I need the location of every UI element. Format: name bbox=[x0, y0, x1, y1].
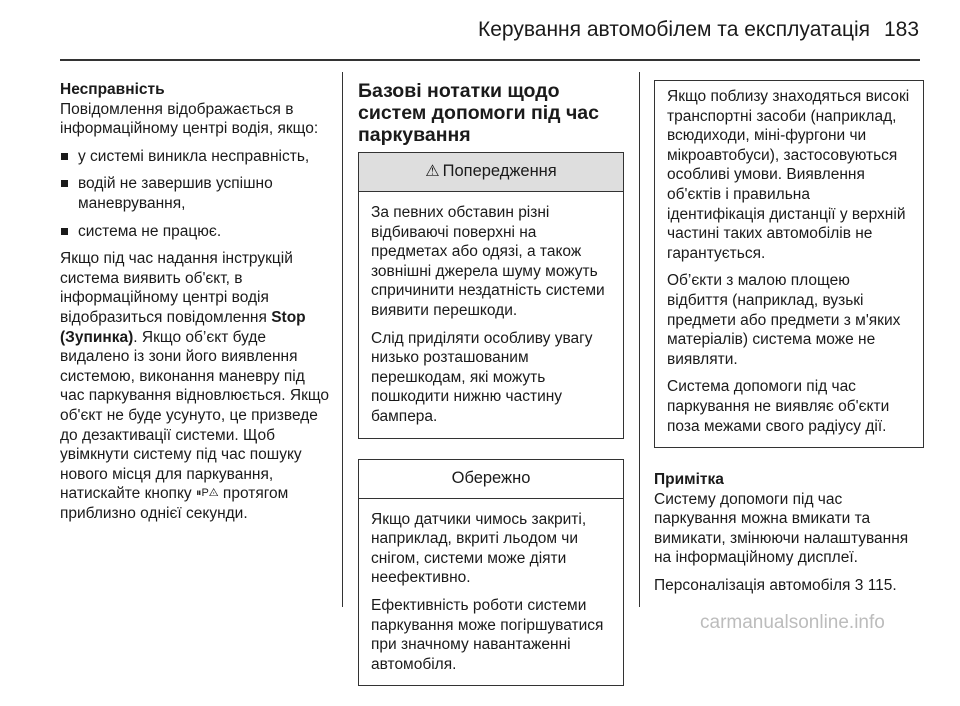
arrow-reference-icon: 3 bbox=[854, 577, 864, 595]
list-item bbox=[60, 147, 332, 167]
header-divider bbox=[60, 59, 920, 61]
paragraph-text: протягом приблизно однієї секунди. bbox=[60, 485, 289, 522]
malfunction-heading: Несправність bbox=[60, 81, 165, 98]
warning-box-body bbox=[359, 192, 623, 438]
warning-box bbox=[358, 152, 624, 439]
section-title: Базові нотатки щодо систем допомоги під час паркування bbox=[358, 80, 599, 146]
column-continued bbox=[654, 80, 924, 604]
caution-paragraph: Система допомоги під час паркування не виявляє об'єкти поза межами свого радіусу дії. bbox=[667, 378, 890, 435]
cross-reference-page: 115. bbox=[867, 577, 897, 595]
paragraph-text: Якщо під час надання інструкцій система виявить об'єкт, в інформаційному центрі водія відобразиться повідомлення bbox=[60, 250, 293, 326]
caution-paragraph: Ефективність роботи системи паркування може погіршуватися при значному навантаженні автомобіля. bbox=[371, 596, 604, 673]
warning-paragraph: За певних обставин різні відбиваючі поверхні на предметах або одязі, а також зовнішні джерела шуму можуть спричинити нездатність системи виявити перешкоди. bbox=[371, 204, 605, 319]
malfunction-intro: Повідомлення відображається в інформаційному центрі водія, якщо: bbox=[60, 100, 319, 138]
column-malfunction bbox=[60, 80, 332, 531]
list-item-text: у системі виникла несправність, bbox=[78, 147, 310, 165]
caution-box-header bbox=[359, 460, 623, 499]
list-item bbox=[60, 222, 332, 242]
page-number: 183 bbox=[884, 18, 920, 41]
caution-box-body bbox=[359, 499, 623, 686]
list-item-text: водій не завершив успішно маневрування, bbox=[78, 175, 273, 212]
bullet-icon bbox=[61, 180, 68, 187]
malfunction-paragraph bbox=[60, 249, 332, 523]
warning-triangle-icon: ⚠ bbox=[425, 163, 440, 181]
note-title: Примітка bbox=[654, 471, 724, 489]
list-item-text: система не працює. bbox=[78, 222, 222, 240]
bullet-icon bbox=[61, 153, 68, 160]
caution-paragraph: Якщо датчики чимось закриті, наприклад, вкриті льодом чи снігом, системи може діяти неефективно. bbox=[371, 510, 587, 587]
warning-box-header bbox=[359, 153, 623, 192]
caution-box-continued bbox=[654, 80, 924, 448]
caution-title: Обережно bbox=[451, 468, 531, 487]
warning-paragraph: Слід приділяти особливу увагу низько розташованим перешкодам, які можуть пошкодити нижню частину бампера. bbox=[371, 329, 593, 425]
caution-paragraph: Об’єкти з малою площею відбиття (наприклад, вузькі предмети або предмети з м'яких матеріалів) система може не виявляти. bbox=[667, 272, 901, 368]
column-basic-notes bbox=[358, 80, 624, 706]
parking-assist-button-icon: ⏸P◬ bbox=[195, 487, 219, 500]
caution-box-continued-body bbox=[655, 81, 923, 447]
bullet-icon bbox=[61, 228, 68, 235]
paragraph-text: . Якщо об’єкт буде видалено із зони його виявлення системою, виконання маневру під час паркування відновлюється. Якщо об'єкт не буде усунуто, це призведе до дезактивації системи. Щоб увімкнути систему під час пошуку нового місця для паркування, натискайте кнопку bbox=[60, 328, 330, 503]
caution-paragraph: Якщо поблизу знаходяться високі транспортні засоби (наприклад, всюдиходи, міні-фургони чи мікроавтобуси), застосовуються особливі умови. Виявлення об'єктів і правильна ідентифікація дистанції у верхній частині таких автомобілів не гарантується. bbox=[667, 88, 910, 262]
list-item bbox=[60, 174, 332, 213]
column-divider-left bbox=[342, 72, 343, 607]
malfunction-list bbox=[60, 147, 332, 241]
page-header-title: Керування автомобілем та експлуатація bbox=[478, 18, 871, 41]
cross-reference[interactable] bbox=[654, 576, 924, 596]
cross-reference-text: Персоналізація автомобіля bbox=[654, 577, 851, 595]
column-divider-right bbox=[639, 72, 640, 607]
warning-title: Попередження bbox=[442, 162, 557, 181]
caution-box bbox=[358, 459, 624, 687]
note-text: Систему допомоги під час паркування можна вмикати та вимикати, змінюючи налаштування на інформаційному дисплеї. bbox=[654, 490, 909, 567]
watermark: carmanualsonline.info bbox=[700, 612, 885, 633]
stop-message-label: Stop (Зупинка) bbox=[60, 308, 306, 346]
